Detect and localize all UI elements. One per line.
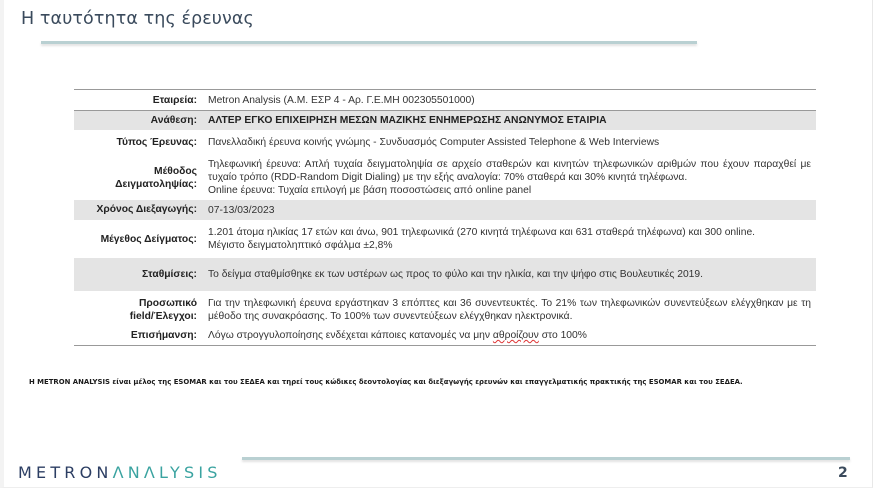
row-label: Σταθμίσεις: [74, 258, 203, 291]
row-value: Για την τηλεφωνική έρευνα εργάστηκαν 3 επόπτες και 36 συνεντευκτές. Το 21% των τηλεφωνικών συνεντεύξεων ελέγχθηκαν με τη μέθοδο της συνακρόασης. Το 100% των συνεντεύξεων ελέγχθηκαν ηλεκτρονικά. [208, 298, 811, 322]
spellcheck-flagged-word: αθροίζουν [492, 330, 539, 341]
survey-identity-table [74, 89, 816, 346]
footer-divider [242, 457, 850, 460]
row-label: Μέγεθος Δείγματος: [100, 233, 197, 245]
row-value: Metron Analysis (Α.Μ. ΕΣΡ 4 - Αρ. Γ.Ε.ΜΗ 002305501000) [203, 90, 816, 111]
row-value: Το δείγμα σταθμίσθηκε εκ των υστέρων ως προς το φύλο και την ηλικία, και την ψήφο στις Βουλευτικές 2019. [203, 258, 816, 291]
row-label: Χρόνος Διεξαγωγής: [74, 200, 203, 220]
slide-title: Η ταυτότητα της έρευνας [21, 9, 254, 29]
row-value: 07-13/03/2023 [203, 200, 816, 220]
row-value: Πανελλαδική έρευνα κοινής γνώμης - Συνδυασμός Computer Assisted Telephone & Web Interviews [208, 137, 660, 148]
table-row-weighting [74, 258, 816, 291]
table-row-assignment [74, 111, 816, 131]
row-label: Προσωπικό field/Έλεγχοι: [129, 298, 197, 322]
table-row-note [74, 326, 816, 346]
row-label: Επισήμανση: [74, 326, 203, 346]
table-row-sampling-method [74, 155, 816, 200]
page-number: 2 [838, 465, 848, 481]
table-row-sample-size [74, 220, 816, 258]
table-row-fieldwork-dates [74, 200, 816, 220]
table-row-staff-controls [74, 291, 816, 326]
row-value: Τηλεφωνική έρευνα: Απλή τυχαία δειγματοληψία σε αρχείο σταθερών και κινητών τηλεφωνικών αριθμών που έχουν παραχθεί με τυχαίο τρόπο (RDD-Random Digit Dialing) με την εξής αναλογία: 70% σταθερά και 30% κινητά τηλέφωνα. Online έρευνα: Τυχαία επιλογή με βάση ποσοστώσεις από online panel [208, 159, 811, 196]
row-label: Μέθοδος Δειγματοληψίας: [115, 165, 197, 190]
row-value: Λόγω στρογγυλοποίησης ενδέχεται κάποιες κατανομές να μην αθροίζουν στο 100% [203, 326, 816, 346]
metron-analysis-logo: METRONΛNΛLYSIS [18, 463, 222, 482]
row-label: Εταιρεία: [74, 90, 203, 111]
row-value: 1.201 άτομα ηλικίας 17 ετών και άνω, 901 τηλεφωνικά (270 κινητά τηλέφωνα και 631 σταθερά τηλέφωνα) και 300 online. Μέγιστο δειγματοληπτικό σφάλμα ±2,8% [208, 227, 756, 251]
membership-footnote: Η METRON ANALYSIS είναι μέλος της ESOMAR και του ΣΕΔΕΑ και τηρεί τους κώδικες δεοντολογίας και διεξαγωγής ερευνών και επαγγελματικής πρακτικής της ESOMAR και του ΣΕΔΕΑ. [29, 378, 743, 386]
title-divider [41, 41, 697, 44]
row-label: Τύπος Έρευνας: [116, 137, 197, 148]
table-row-survey-type [74, 130, 816, 155]
row-value: ΑΛΤΕΡ ΕΓΚΟ ΕΠΙΧΕΙΡΗΣΗ ΜΕΣΩΝ ΜΑΖΙΚΗΣ ΕΝΗΜΕΡΩΣΗΣ ΑΝΩΝΥΜΟΣ ΕΤΑΙΡΙΑ [203, 111, 816, 131]
row-label: Ανάθεση: [74, 111, 203, 131]
table-row-company [74, 90, 816, 111]
